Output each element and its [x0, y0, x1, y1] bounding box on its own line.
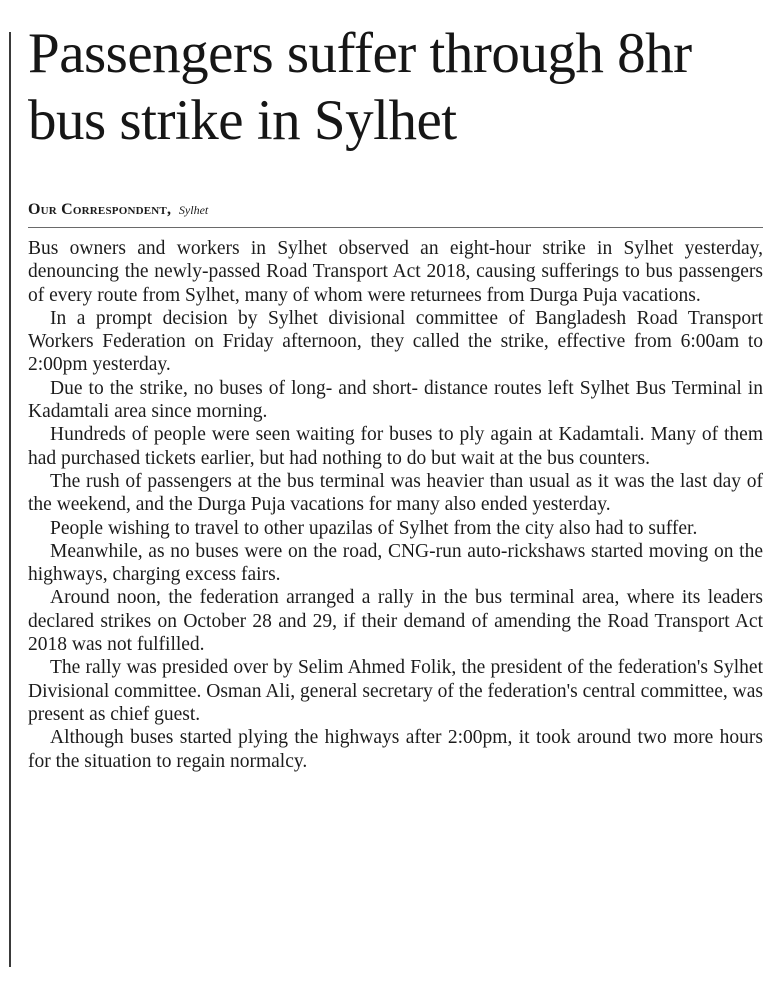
paragraph: Around noon, the federation arranged a rally in the bus terminal area, where its leaders declared strikes on October 28 and 29, if their demand of amending the Road Transport Act 2018 was not fulfilled. — [28, 587, 763, 656]
byline-divider — [28, 227, 763, 228]
paragraph: The rally was presided over by Selim Ahmed Folik, the president of the federation's Sylhet Divisional committee. Osman Ali, general secretary of the federation's central committee, was present as chief guest. — [28, 657, 763, 725]
paragraph: Meanwhile, as no buses were on the road, CNG-run auto-rickshaws started moving on the highways, charging excess fairs. — [28, 540, 763, 586]
column-rule — [9, 32, 11, 967]
byline — [28, 201, 208, 219]
headline: Passengers suffer through 8hr bus strike in Sylhet — [28, 22, 692, 152]
byline-author: Our Correspondent, — [28, 201, 172, 218]
article-body — [28, 237, 763, 773]
paragraph: Hundreds of people were seen waiting for buses to ply again at Kadamtali. Many of them had purchased tickets earlier, but had nothing to do but wait at the bus counters. — [28, 424, 763, 469]
paragraph: Although buses started plying the highways after 2:00pm, it took around two more hours for the situation to regain normalcy. — [28, 727, 763, 772]
paragraph: The rush of passengers at the bus terminal was heavier than usual as it was the last day of the weekend, and the Durga Puja vacations for many also ended yesterday. — [28, 470, 763, 516]
paragraph: In a prompt decision by Sylhet divisional committee of Bangladesh Road Transport Workers Federation on Friday afternoon, they called the strike, effective from 6:00am to 2:00pm yesterday. — [28, 307, 763, 376]
paragraph: Due to the strike, no buses of long- and short- distance routes left Sylhet Bus Terminal in Kadamtali area since morning. — [28, 377, 763, 423]
byline-location: Sylhet — [178, 203, 209, 217]
paragraph: Bus owners and workers in Sylhet observed an eight-hour strike in Sylhet yesterday, denouncing the newly-passed Road Transport Act 2018, causing sufferings to bus passengers of every route from Sylhet, many of whom were returnees from Durga Puja vacations. — [28, 238, 763, 306]
paragraph: People wishing to travel to other upazilas of Sylhet from the city also had to suffer. — [50, 517, 698, 539]
